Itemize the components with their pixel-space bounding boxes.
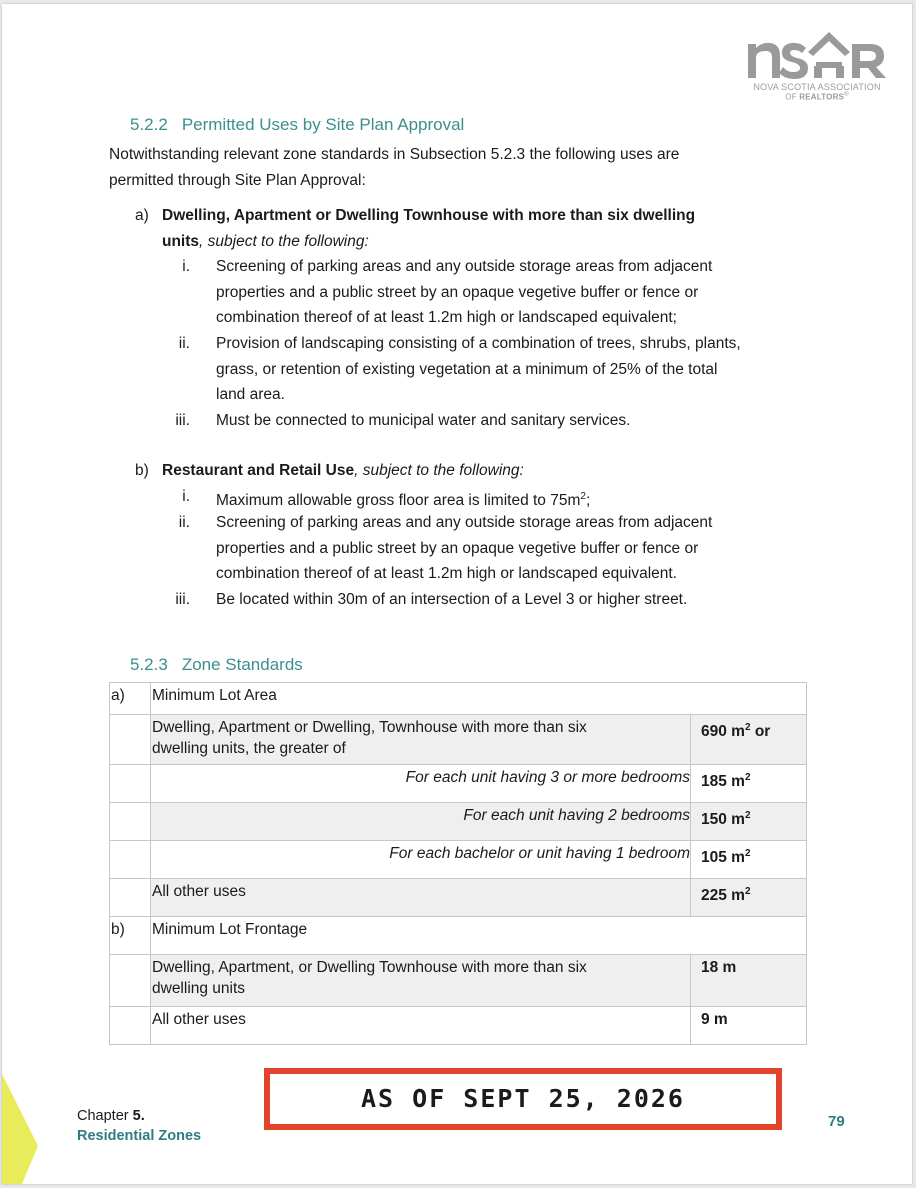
table-cell-text: [151, 955, 691, 1007]
nsar-logo-mark: [744, 26, 894, 82]
text-line: dwelling units, the greater of: [152, 740, 346, 757]
text-line: land area.: [216, 386, 285, 403]
text-suffix: ;: [585, 492, 591, 510]
table-cell: [110, 1007, 151, 1045]
intro-line-1: Notwithstanding relevant zone standards in Subsection 5.2.3 the following uses are: [109, 146, 680, 163]
zone-standards-table: [109, 682, 807, 1045]
sub-marker-b-iii: iii.: [175, 591, 190, 608]
sub-item-a-iii: [216, 408, 816, 434]
section-title: Zone Standards: [181, 655, 303, 674]
text-line: dwelling units: [152, 980, 246, 997]
table-cell-value: [691, 715, 807, 765]
sub-marker-a-iii: iii.: [175, 412, 190, 429]
table-row: [110, 683, 807, 715]
table-group-title: Minimum Lot Frontage: [151, 917, 807, 955]
page-number: 79: [828, 1113, 845, 1130]
row-label-a: a): [110, 683, 151, 715]
text-line: Must be connected to municipal water and sanitary services.: [216, 412, 631, 429]
text-line: Screening of parking areas and any outside storage areas from adjacent: [216, 514, 713, 531]
text-line: Maximum allowable gross floor area is limited to 75m: [216, 492, 581, 510]
superscript: 2: [744, 886, 751, 897]
logo-tagline-prefix: OF: [785, 92, 800, 102]
text-line: Provision of landscaping consisting of a combination of trees, shrubs, plants,: [216, 335, 741, 352]
table-cell-text: For each unit having 2 bedrooms: [151, 803, 691, 841]
chapter-number: 5.: [132, 1108, 145, 1124]
sub-marker-b-i: i.: [182, 488, 190, 505]
sub-item-b-iii: [216, 587, 816, 613]
date-stamp: AS OF SEPT 25, 2026: [264, 1068, 782, 1130]
section-title: Permitted Uses by Site Plan Approval: [181, 115, 465, 134]
intro-line-2: permitted through Site Plan Approval:: [109, 172, 366, 189]
section-heading-522: [130, 115, 464, 135]
table-cell: [110, 841, 151, 879]
list-marker-b: b): [135, 462, 149, 479]
value-text: 690 m: [701, 723, 745, 741]
table-cell: [110, 955, 151, 1007]
text-line: combination thereof of at least 1.2m high or landscaped equivalent;: [216, 309, 677, 326]
table-cell: [110, 765, 151, 803]
table-row: [110, 955, 807, 1007]
table-cell: [110, 803, 151, 841]
logo-tagline-bold: REALTORS: [799, 92, 845, 102]
sub-marker-a-i: i.: [182, 258, 190, 275]
superscript: 2: [744, 722, 751, 733]
chapter-prefix: Chapter: [77, 1108, 133, 1124]
value-text: 185 m: [701, 773, 745, 791]
text-line: grass, or retention of existing vegetation at a minimum of 25% of the total: [216, 360, 718, 378]
decorative-triangle: [2, 1074, 38, 1184]
superscript: 2: [744, 810, 751, 821]
footer-chapter: [77, 1108, 145, 1124]
text-line: Screening of parking areas and any outside storage areas from adjacent: [216, 258, 713, 275]
value-text: 105 m: [701, 849, 745, 867]
table-cell-value: 9 m: [691, 1007, 807, 1045]
superscript: 2: [744, 848, 751, 859]
table-row: [110, 765, 807, 803]
table-row: [110, 917, 807, 955]
table-cell-text: All other uses: [151, 1007, 691, 1045]
table-group-title: Minimum Lot Area: [151, 683, 807, 715]
text-line: properties and a public street by an opaque vegetive buffer or fence or: [216, 539, 699, 557]
table-cell-text: For each bachelor or unit having 1 bedroom: [151, 841, 691, 879]
section-number: 5.2.3: [130, 655, 168, 674]
table-cell-value: [691, 803, 807, 841]
table-cell-text: For each unit having 3 or more bedrooms: [151, 765, 691, 803]
sub-marker-a-ii: ii.: [178, 335, 190, 352]
table-row: [110, 715, 807, 765]
table-row: [110, 879, 807, 917]
section-heading-523: [130, 655, 303, 675]
nsar-logo: [744, 26, 894, 106]
list-item-a: [162, 203, 802, 254]
section-number: 5.2.2: [130, 115, 168, 134]
item-b-title: Restaurant and Retail Use: [162, 462, 355, 479]
value-text: 150 m: [701, 811, 745, 829]
row-label-b: b): [110, 917, 151, 955]
sub-item-b-ii: [216, 510, 816, 587]
sub-marker-b-ii: ii.: [178, 514, 190, 531]
table-cell-text: All other uses: [151, 879, 691, 917]
footer-chapter-name: Residential Zones: [77, 1128, 202, 1144]
table-cell: [110, 715, 151, 765]
value-suffix: or: [750, 723, 771, 741]
text-line: properties and a public street by an opaque vegetive buffer or fence or: [216, 283, 699, 301]
intro-paragraph: [109, 142, 809, 194]
sub-item-a-ii: [216, 331, 836, 408]
item-a-title-line2: units: [162, 232, 200, 250]
logo-tagline-line1: NOVA SCOTIA ASSOCIATION: [753, 82, 881, 92]
table-row: [110, 1007, 807, 1045]
text-line: combination thereof of at least 1.2m high or landscaped equivalent.: [216, 565, 677, 582]
item-a-condition: , subject to the following:: [199, 232, 369, 250]
list-marker-a: a): [135, 207, 149, 224]
table-cell: [110, 879, 151, 917]
list-item-b: [162, 458, 802, 484]
superscript: 2: [580, 491, 586, 502]
table-cell-text: [151, 715, 691, 765]
table-cell-value: [691, 879, 807, 917]
table-row: [110, 841, 807, 879]
value-text: 225 m: [701, 887, 745, 905]
text-line: Dwelling, Apartment, or Dwelling Townhouse with more than six: [152, 959, 587, 976]
superscript: 2: [744, 772, 751, 783]
logo-registered-mark: ®: [844, 92, 849, 98]
text-line: Be located within 30m of an intersection of a Level 3 or higher street.: [216, 591, 688, 608]
table-cell-value: [691, 765, 807, 803]
logo-tagline-line2: [744, 92, 890, 102]
item-b-condition: , subject to the following:: [354, 462, 524, 479]
table-row: [110, 803, 807, 841]
sub-item-a-i: [216, 254, 816, 331]
table-cell-value: [691, 841, 807, 879]
text-line: Dwelling, Apartment or Dwelling, Townhouse with more than six: [152, 719, 587, 736]
table-cell-value: 18 m: [691, 955, 807, 1007]
item-a-title-line1: Dwelling, Apartment or Dwelling Townhouse with more than six dwelling: [162, 207, 696, 224]
document-page: [2, 4, 912, 1184]
